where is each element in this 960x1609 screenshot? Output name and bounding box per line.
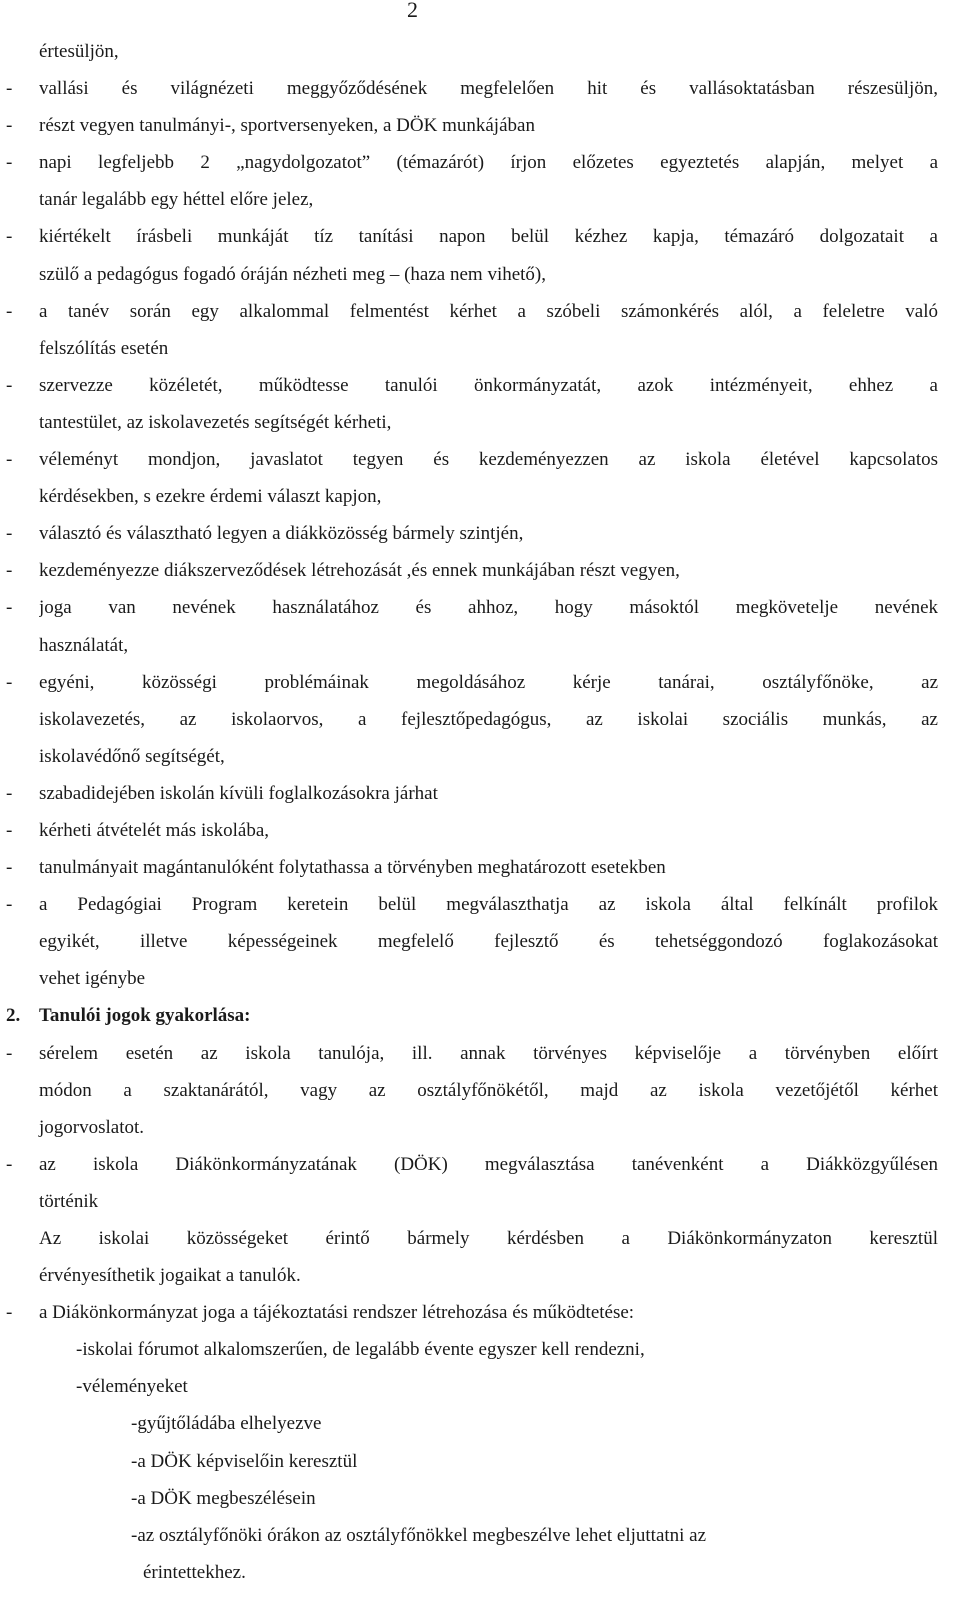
section-heading-text: Tanulói jogok gyakorlása: — [39, 1005, 251, 1027]
line-text: a Diákönkormányzat joga a tájékoztatási rendszer létrehozása és működtetése: — [39, 1302, 635, 1324]
list-item-line — [0, 886, 960, 923]
list-item-line — [0, 1035, 960, 1072]
line-text: kérheti átvételét más iskolába, — [39, 819, 270, 841]
list-item-line — [0, 589, 960, 626]
line-text: -a DÖK megbeszélésein — [131, 1487, 316, 1509]
list-item-line — [0, 775, 960, 812]
line-text: iskolavezetés, az iskolaorvos, a fejlesztőpedagógus, az iskolai szociális munkás, az — [39, 708, 938, 730]
list-dash: - — [6, 671, 13, 693]
text-line — [0, 181, 960, 218]
line-text: -az osztályfőnöki órákon az osztályfőnökkel megbeszélve lehet eljuttatni az — [131, 1524, 707, 1546]
text-line — [0, 256, 960, 293]
text-line — [0, 1331, 960, 1368]
text-line — [0, 1109, 960, 1146]
text-line — [0, 33, 960, 70]
text-line — [0, 1517, 960, 1554]
line-text: szabadidejében iskolán kívüli foglalkozásokra járhat — [39, 782, 438, 804]
section-heading — [0, 997, 960, 1034]
list-dash: - — [6, 819, 13, 841]
text-line — [0, 404, 960, 441]
line-text: használatát, — [39, 634, 129, 656]
document-body — [0, 33, 960, 1591]
list-item-line — [0, 1146, 960, 1183]
list-item-line — [0, 664, 960, 701]
line-text: értesüljön, — [39, 41, 119, 62]
page-number: 2 — [407, 0, 418, 22]
text-line — [0, 627, 960, 664]
list-dash: - — [6, 78, 13, 100]
line-text: választó és választható legyen a diákközösség bármely szintjén, — [39, 523, 524, 545]
list-dash: - — [6, 226, 13, 248]
line-text: a Pedagógiai Program keretein belül megválaszthatja az iskola által felkínált profilok — [39, 894, 938, 916]
line-text: jogorvoslatot. — [39, 1116, 145, 1138]
list-dash: - — [6, 894, 13, 916]
text-line — [0, 1554, 960, 1591]
list-item-line — [0, 70, 960, 107]
list-item-line — [0, 812, 960, 849]
line-text: kiértékelt írásbeli munkáját tíz tanítási napon belül kézhez kapja, témazáró dolgozatait a — [39, 226, 938, 248]
line-text: szülő a pedagógus fogadó óráján nézheti meg – (haza nem vihető), — [39, 263, 547, 285]
list-item-line — [0, 218, 960, 255]
section-number: 2. — [6, 1005, 21, 1027]
line-text: felszólítás esetén — [39, 337, 169, 359]
list-dash: - — [6, 374, 13, 396]
list-dash: - — [6, 782, 13, 804]
line-text: érvényesíthetik jogaikat a tanulók. — [39, 1265, 301, 1287]
line-text: -véleményeket — [76, 1376, 188, 1398]
line-text: iskolavédőnő segítségét, — [39, 745, 225, 767]
list-item-line — [0, 107, 960, 144]
list-dash: - — [6, 1042, 13, 1064]
list-dash: - — [6, 597, 13, 619]
line-text: tantestület, az iskolavezetés segítségét kérheti, — [39, 411, 392, 433]
line-text: részt vegyen tanulmányi-, sportversenyeken, a DÖK munkájában — [39, 115, 535, 137]
line-text: a tanév során egy alkalommal felmentést kérhet a szóbeli számonkérés alól, a feleletre való — [39, 300, 938, 322]
text-line — [0, 738, 960, 775]
text-line — [0, 923, 960, 960]
list-dash: - — [6, 115, 13, 137]
line-text: sérelem esetén az iskola tanulója, ill. annak törvényes képviselője a törvényben előírt — [39, 1042, 938, 1064]
list-dash: - — [6, 449, 13, 471]
line-text: érintettekhez. — [143, 1561, 246, 1583]
line-text: tanulmányait magántanulóként folytathassa a törvényben meghatározott esetekben — [39, 857, 666, 879]
line-text: kérdésekben, s ezekre érdemi választ kapjon, — [39, 486, 382, 508]
text-line — [0, 1220, 960, 1257]
line-text: -a DÖK képviselőin keresztül — [131, 1450, 358, 1472]
line-text: Az iskolai közösségeket érintő bármely kérdésben a Diákönkormányzaton keresztül — [39, 1228, 938, 1249]
text-line — [0, 701, 960, 738]
list-dash: - — [6, 523, 13, 545]
line-text: módon a szaktanárától, vagy az osztályfőnökétől, majd az iskola vezetőjétől kérhet — [39, 1079, 938, 1101]
text-line — [0, 1183, 960, 1220]
text-line — [0, 1405, 960, 1442]
line-text: joga van nevének használatához és ahhoz, hogy másoktól megkövetelje nevének — [39, 597, 938, 619]
text-line — [0, 960, 960, 997]
list-item-line — [0, 441, 960, 478]
list-item-line — [0, 1294, 960, 1331]
line-text: vallási és világnézeti meggyőződésének megfelelően hit és vallásoktatásban részesüljön, — [39, 78, 938, 100]
text-line — [0, 1257, 960, 1294]
text-line — [0, 330, 960, 367]
line-text: vehet igénybe — [39, 968, 146, 990]
list-item-line — [0, 144, 960, 181]
line-text: szervezze közéletét, működtesse tanulói önkormányzatát, azok intézményeit, ehhez a — [39, 374, 938, 396]
line-text: az iskola Diákönkormányzatának (DÖK) megválasztása tanévenként a Diákközgyűlésen — [39, 1153, 938, 1175]
list-dash: - — [6, 1153, 13, 1175]
line-text: egyéni, közösségi problémáinak megoldásához kérje tanárai, osztályfőnöke, az — [39, 671, 938, 693]
text-line — [0, 1480, 960, 1517]
list-dash: - — [6, 1302, 13, 1324]
line-text: véleményt mondjon, javaslatot tegyen és kezdeményezzen az iskola életével kapcsolatos — [39, 449, 938, 471]
list-item-line — [0, 552, 960, 589]
line-text: -gyűjtőládába elhelyezve — [131, 1413, 322, 1435]
list-dash: - — [6, 857, 13, 879]
line-text: -iskolai fórumot alkalomszerűen, de legalább évente egyszer kell rendezni, — [76, 1339, 645, 1361]
text-line — [0, 1443, 960, 1480]
list-dash: - — [6, 152, 13, 174]
list-item-line — [0, 849, 960, 886]
list-item-line — [0, 293, 960, 330]
line-text: tanár legalább egy héttel előre jelez, — [39, 189, 314, 211]
text-line — [0, 478, 960, 515]
line-text: kezdeményezze diákszerveződések létrehozását ,és ennek munkájában részt vegyen, — [39, 560, 680, 582]
line-text: egyikét, illetve képességeinek megfelelő fejlesztő és tehetséggondozó foglakozásokat — [39, 931, 938, 953]
text-line — [0, 1368, 960, 1405]
text-line — [0, 1072, 960, 1109]
list-dash: - — [6, 300, 13, 322]
list-item-line — [0, 367, 960, 404]
list-dash: - — [6, 560, 13, 582]
list-item-line — [0, 515, 960, 552]
line-text: történik — [39, 1190, 99, 1212]
line-text: napi legfeljebb 2 „nagydolgozatot” (témazárót) írjon előzetes egyeztetés alapján, melyet a — [39, 152, 938, 174]
